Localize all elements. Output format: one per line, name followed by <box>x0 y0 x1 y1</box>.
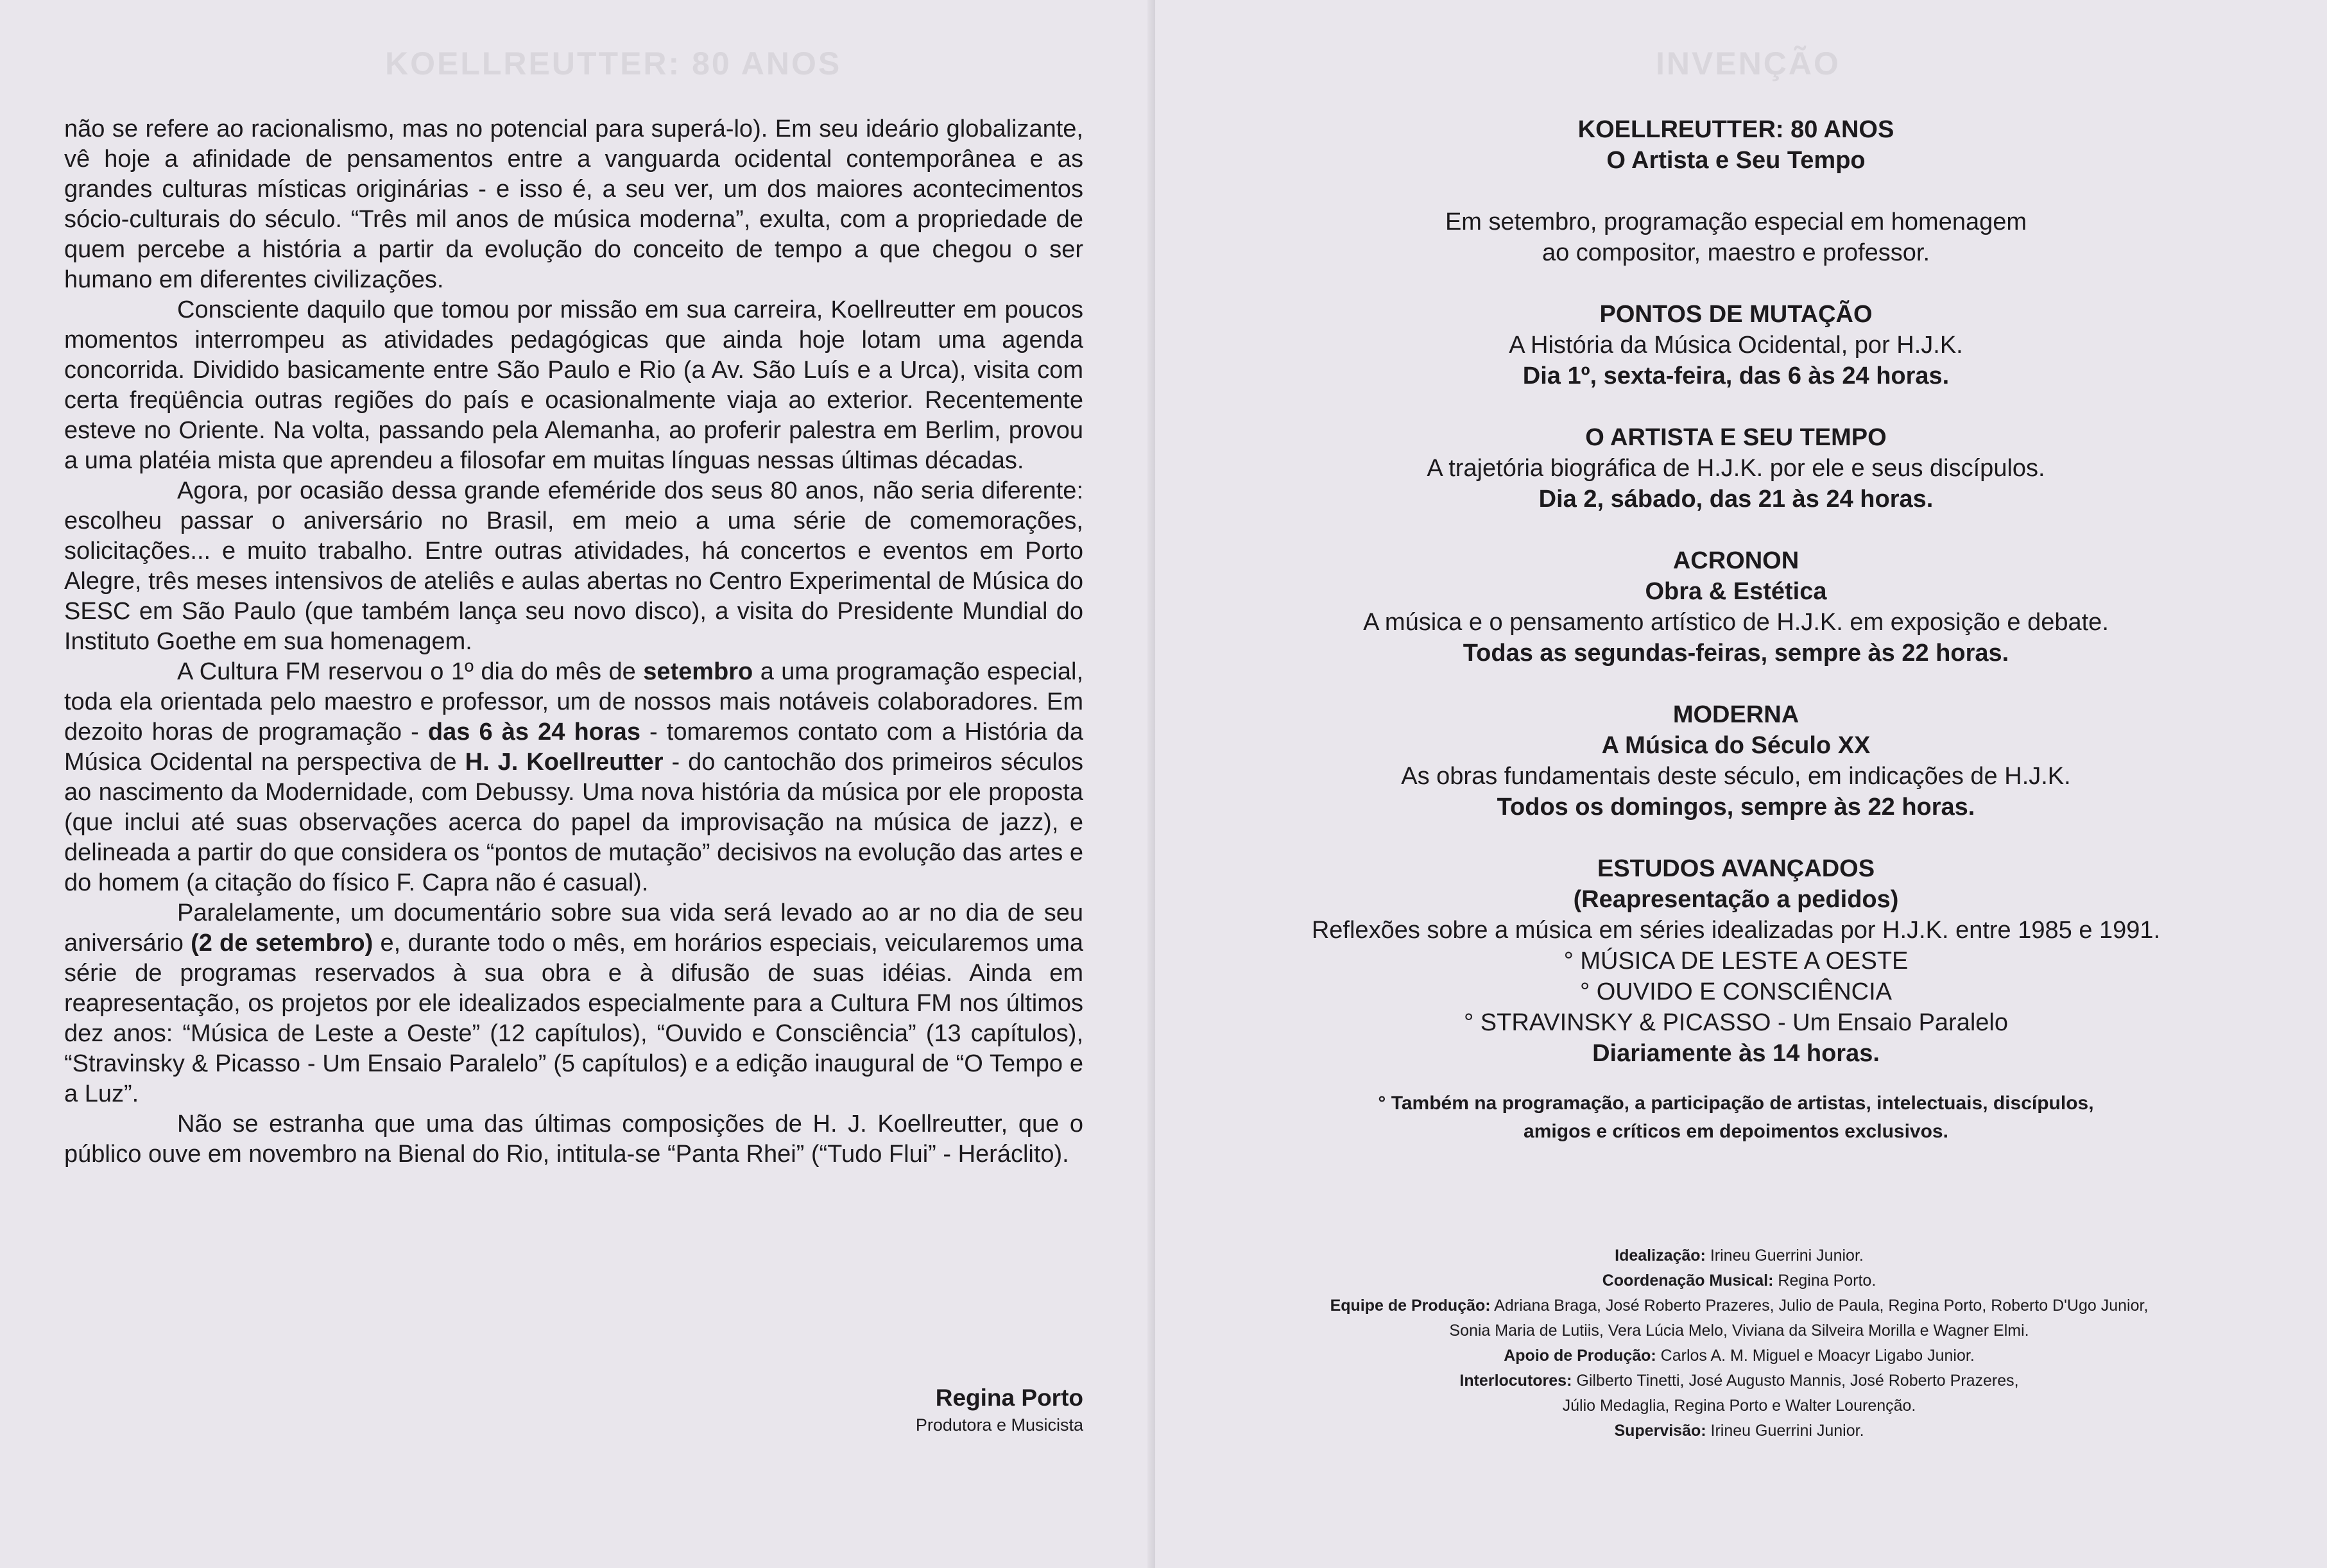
program-block-moderna <box>1200 699 2272 822</box>
author-role: Produtora e Musicista <box>915 1415 1083 1435</box>
block-schedule: Diariamente às 14 horas. <box>1592 1040 1880 1067</box>
program-subtitle: O Artista e Seu Tempo <box>1606 147 1866 174</box>
block-schedule: Todas as segundas-feiras, sempre às 22 horas. <box>1463 640 2009 667</box>
credit-line: Interlocutores: Gilberto Tinetti, José Augusto Mannis, José Roberto Prazeres, <box>1459 1372 2019 1390</box>
credit-line: Idealização: Irineu Guerrini Junior. <box>1615 1247 1864 1265</box>
block-description: A História da Música Ocidental, por H.J.K. <box>1509 332 1963 359</box>
paragraph: Agora, por ocasião dessa grande efeméride dos seus 80 anos, não seria diferente: escolheu passar o aniversário no Brasil, em meio a uma série de comemorações, solicitações... e muito trabalho. Entre outras atividades, há concertos e eventos em Porto Alegre, três meses intensivos de ateliês e aulas abertas no Centro Experimental de Música do SESC em São Paulo (que também lança seu novo disco), a visita do Presidente Mundial do Instituto Goethe em sua homenagem. <box>64 477 1083 655</box>
program-note: ° Também na programação, a participação de artistas, intelectuais, discípulos, amigos e críticos em depoimentos exclusivos. <box>1378 1093 2094 1142</box>
block-heading: ESTUDOS AVANÇADOS <box>1597 855 1875 882</box>
series-item: ° STRAVINSKY & PICASSO - Um Ensaio Paralelo <box>1464 1009 2008 1036</box>
program-title: KOELLREUTTER: 80 ANOS <box>1577 116 1894 143</box>
program-intro: Em setembro, programação especial em homenagem ao compositor, maestro e professor. <box>1445 209 2027 266</box>
program-title-block <box>1200 114 2272 176</box>
block-subheading: (Reapresentação a pedidos) <box>1573 886 1899 913</box>
author-name: Regina Porto <box>935 1385 1083 1411</box>
block-heading: MODERNA <box>1672 701 1799 728</box>
block-heading: ACRONON <box>1672 547 1799 574</box>
program-block-artista <box>1200 422 2272 515</box>
left-page <box>0 0 1155 1568</box>
article-text <box>64 114 1083 1170</box>
paragraph: A Cultura FM reservou o 1º dia do mês de setembro a uma programação especial, toda ela orientada pelo maestro e professor, um de nossos mais notáveis colaboradores. Em dezoito horas de programação - das 6 às 24 horas - tomaremos contato com a História da Música Ocidental na perspectiva de H. J. Koellreutter - do cantochão dos primeiros séculos ao nascimento da Modernidade, com Debussy. Uma nova história da música por ele proposta (que inclui até suas observações acerca do papel da improvisação na música de jazz), e delineada a partir do que considera os “pontos de mutação” decisivos na evolução das artes e do homem (a citação do físico F. Capra não é casual). <box>64 658 1084 896</box>
block-subheading: Obra & Estética <box>1645 578 1827 605</box>
signature <box>916 1385 1083 1435</box>
paragraph: Paralelamente, um documentário sobre sua vida será levado ao ar no dia de seu aniversário (2 de setembro) e, durante todo o mês, em horários especiais, veicularemos uma série de programas reservados à sua obra e à difusão de suas idéias. Ainda em reapresentação, os projetos por ele idealizados especialmente para a Cultura FM nos últimos dez anos: “Música de Leste a Oeste” (12 capítulos), “Ouvido e Consciência” (13 capítulos), “Stravinsky & Picasso - Um Ensaio Paralelo” (5 capítulos) e a edição inaugural de “O Tempo e a Luz”. <box>64 899 1083 1107</box>
block-description: As obras fundamentais deste século, em indicações de H.J.K. <box>1401 763 2071 790</box>
series-item: ° MÚSICA DE LESTE A OESTE <box>1563 948 1909 975</box>
block-description: Reflexões sobre a música em séries idealizadas por H.J.K. entre 1985 e 1991. <box>1311 917 2161 944</box>
program-listing <box>1200 114 2272 1146</box>
program-block-acronon <box>1200 545 2272 669</box>
credits <box>1219 1243 2259 1444</box>
credit-line: Supervisão: Irineu Guerrini Junior. <box>1614 1422 1864 1440</box>
block-schedule: Dia 2, sábado, das 21 às 24 horas. <box>1538 486 1934 513</box>
credit-line: Coordenação Musical: Regina Porto. <box>1602 1272 1876 1290</box>
paragraph: Não se estranha que uma das últimas composições de H. J. Koellreutter, que o público ouve em novembro na Bienal do Rio, intitula-se “Panta Rhei” (“Tudo Flui” - Heráclito). <box>64 1111 1083 1168</box>
credit-line: Equipe de Produção: Adriana Braga, José Roberto Prazeres, Julio de Paula, Regina Porto, Roberto D'Ugo Junior, <box>1330 1297 2149 1315</box>
block-heading: PONTOS DE MUTAÇÃO <box>1599 301 1873 328</box>
program-block-pontos <box>1200 299 2272 391</box>
paragraph: Consciente daquilo que tomou por missão em sua carreira, Koellreutter em poucos momentos interrompeu as atividades pedagógicas que ainda hoje lotam uma agenda concorrida. Dividido basicamente entre São Paulo e Rio (a Av. São Luís e a Urca), visita com certa freqüência outras regiões do país e ocasionalmente viaja ao exterior. Recentemente esteve no Oriente. Na volta, passando pela Alemanha, ao proferir palestra em Berlim, provou a uma platéia mista que aprendeu a filosofar em muitas línguas nessas últimas décadas. <box>64 296 1083 474</box>
credit-line: Apoio de Produção: Carlos A. M. Miguel e Moacyr Ligabo Junior. <box>1504 1347 1975 1365</box>
ghost-header-left: KOELLREUTTER: 80 ANOS <box>385 46 842 81</box>
block-subheading: A Música do Século XX <box>1601 732 1871 759</box>
ghost-header-right: INVENÇÃO <box>1656 46 1841 81</box>
program-block-estudos <box>1200 853 2272 1069</box>
series-item: ° OUVIDO E CONSCIÊNCIA <box>1579 978 1893 1005</box>
block-schedule: Dia 1º, sexta-feira, das 6 às 24 horas. <box>1522 362 1950 389</box>
credit-line: Sonia Maria de Lutiis, Vera Lúcia Melo, Viviana da Silveira Morilla e Wagner Elmi. <box>1449 1322 2029 1340</box>
block-description: A música e o pensamento artístico de H.J.K. em exposição e debate. <box>1363 609 2109 636</box>
credit-line: Júlio Medaglia, Regina Porto e Walter Lourenção. <box>1562 1397 1916 1415</box>
block-heading: O ARTISTA E SEU TEMPO <box>1585 424 1887 451</box>
paragraph: não se refere ao racionalismo, mas no potencial para superá-lo). Em seu ideário globalizante, vê hoje a afinidade de pensamentos entre a vanguarda ocidental contemporânea e as grandes culturas místicas originárias - e isso é, a seu ver, um dos maiores acontecimentos sócio-culturais do século. “Três mil anos de música moderna”, exulta, com a propriedade de quem percebe a história a partir da evolução do conceito de tempo a que chegou o ser humano em diferentes civilizações. <box>64 115 1083 293</box>
block-schedule: Todos os domingos, sempre às 22 horas. <box>1497 794 1975 821</box>
block-description: A trajetória biográfica de H.J.K. por ele e seus discípulos. <box>1427 455 2045 482</box>
